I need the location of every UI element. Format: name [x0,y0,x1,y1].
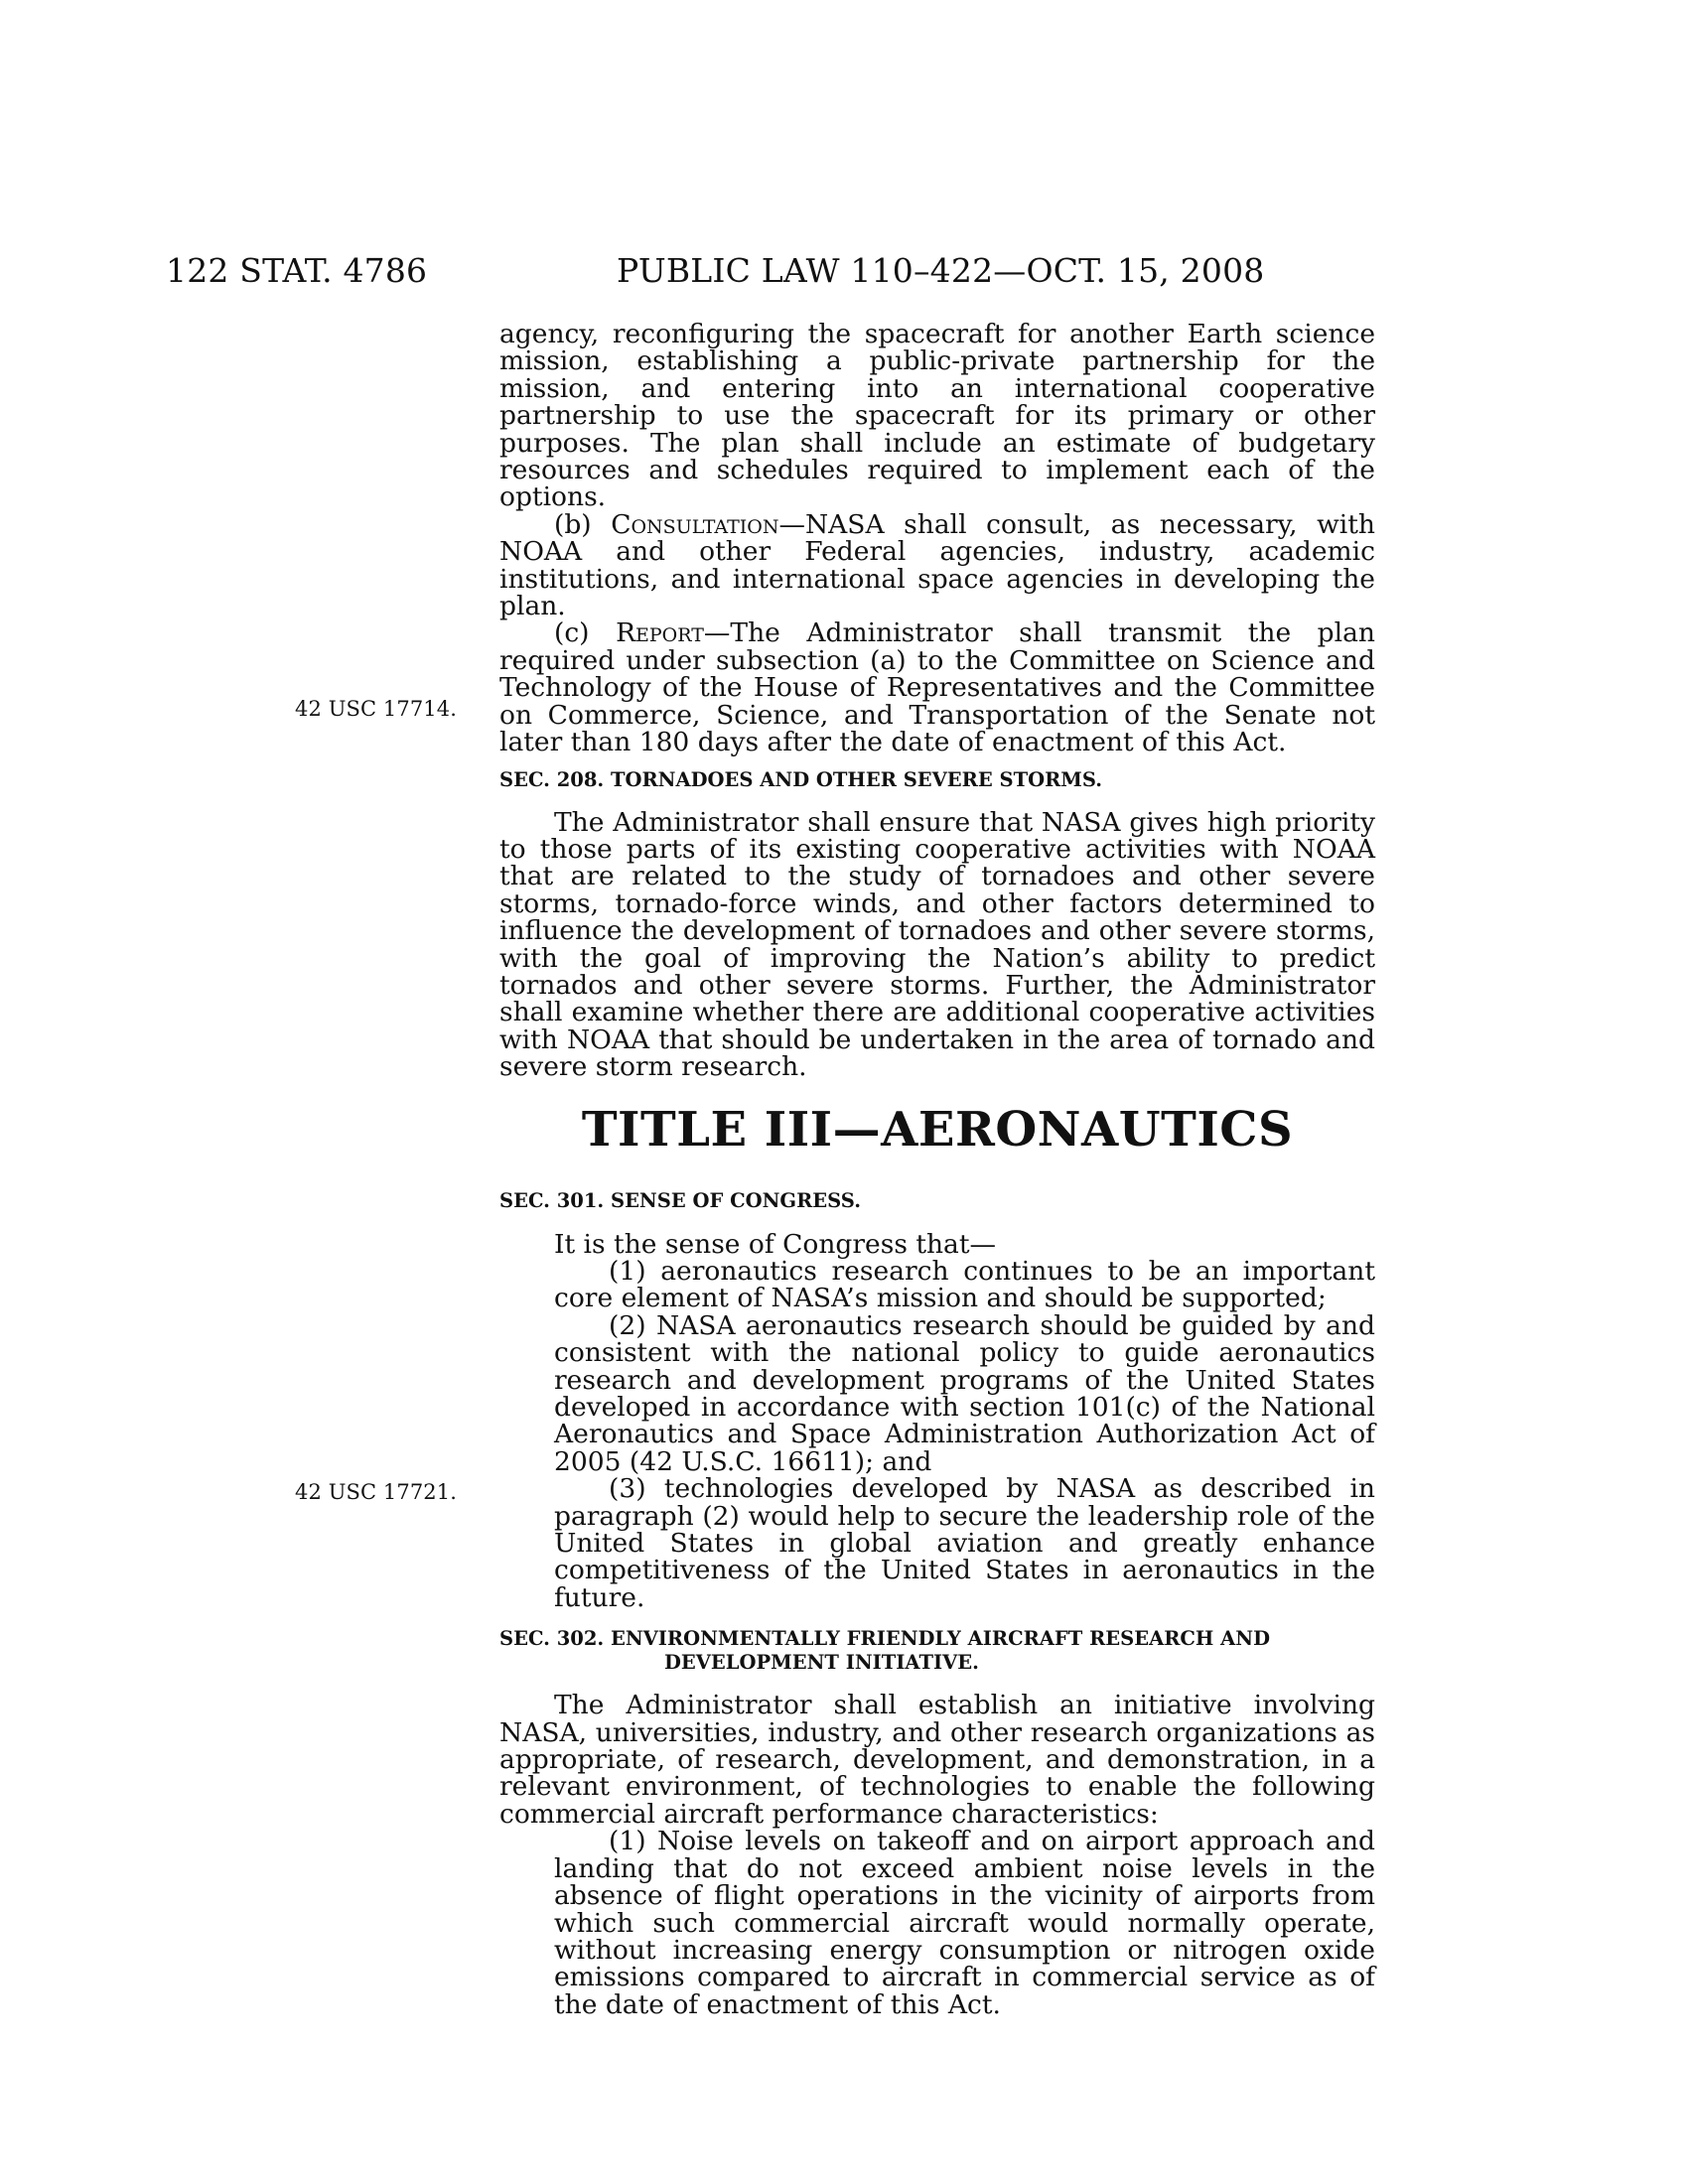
section-301-item-2: (2) NASA aeronautics research should be guided by and consistent with the national policy to guide aeronautics research and development programs of the United States developed in accordance with section 101(c) of the National Aeronautics and Space Administration Authorization Act of 2005 (42 U.S.C. 16611); and [554,1309,1375,1477]
section-208-text: The Administrator shall ensure that NASA gives high priority to those parts of its existing cooperative activities with NOAA that are related to the study of tornadoes and other severe storms, tornado-force winds, and other factors determined to influence the development of tornadoes and other severe storms, with the goal of improving the Nation’s ability to predict tornados and other severe storms. Further, the Administrator shall examine whether there are additional cooperative activities with NOAA that should be undertaken in the area of tornado and severe storm research. [499,806,1375,1083]
margin-note-sec-208: 42 USC 17714. [295,697,458,721]
subsection-c-label: (c) [554,617,617,649]
subsection-b-label: (b) [554,508,612,540]
section-302-heading-line-2: DEVELOPMENT INITIATIVE. [664,1651,979,1675]
section-301-item-1: (1) aeronautics research continues to be an important core element of NASA’s mission and should be supported; [554,1255,1375,1314]
subsection-c-heading: Report [616,617,704,649]
continuation-paragraph: agency, reconfiguring the spacecraft for another Earth science mission, establishing a public-private partnership for the mission, and entering into an international cooperative partnership to use the spacecraft for its primary or other purposes. The plan shall include an estimate of budgetary resources and schedules required to implement each of the options. [499,319,1375,513]
document-body [499,321,1375,2018]
section-301-heading: SEC. 301. SENSE OF CONGRESS. [499,1188,861,1212]
subsection-b-consultation [499,508,1375,622]
section-302-heading-line-1: SEC. 302. ENVIRONMENTALLY FRIENDLY AIRCRAFT RESEARCH AND [499,1627,1271,1651]
section-301-intro: It is the sense of Congress that— [554,1228,997,1260]
subsection-c-text: —The Administrator shall transmit the plan required under subsection (a) to the Committee on Science and Technology of the House of Representatives and the Committee on Commerce, Science, and Transportation of the Senate not later than 180 days after the date of enactment of this Act. [499,617,1375,758]
subsection-b-text: —NASA shall consult, as necessary, with NOAA and other Federal agencies, industry, academic institutions, and international space agencies in developing the plan. [499,508,1375,622]
margin-note-sec-302: 42 USC 17721. [295,1480,458,1504]
section-302-text: The Administrator shall establish an initiative involving NASA, universities, industry, and other research organizations as appropriate, of research, development, and demonstration, in a relevant environment, of technologies to enable the following commercial aircraft performance characteristics: [499,1690,1375,1830]
section-302-item-1: (1) Noise levels on takeoff and on airport approach and landing that do not exceed ambient noise levels in the absence of flight operations in the vicinity of airports from which such commercial aircraft would normally operate, without increasing energy consumption or nitrogen oxide emissions compared to aircraft in commercial service as of the date of enactment of this Act. [554,1826,1375,2020]
title-iii-heading: TITLE III—AERONAUTICS [581,1101,1294,1158]
law-citation-header: PUBLIC LAW 110–422—OCT. 15, 2008 [617,251,1265,290]
section-302-heading [499,1627,1375,1675]
subsection-b-heading: Consultation [611,508,779,540]
section-301-item-3: (3) technologies developed by NASA as described in paragraph (2) would help to secure the leadership role of the United States in global aviation and greatly enhance competitiveness of the United States in aeronautics in the future. [554,1473,1375,1613]
section-208-heading: SEC. 208. TORNADOES AND OTHER SEVERE STORMS. [499,767,1103,791]
subsection-c-report [499,617,1375,758]
page-reference: 122 STAT. 4786 [166,251,428,290]
